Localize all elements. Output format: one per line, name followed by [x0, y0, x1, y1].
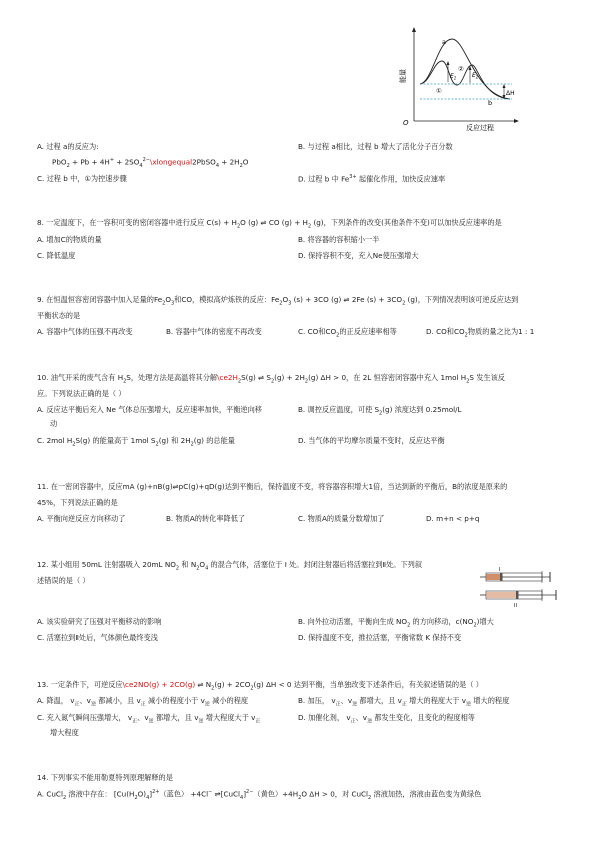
e2-label: $E_2$ [472, 72, 479, 80]
q10-stem-line1: 10. 油气开采的废气含有 $H_2S$，处理方法是高温将其分解$\backslash ce2H_2S(g)$ ⇌ $S_2(g) + 2H_2(g) \Delta H > 0$，在 2L 恒容密闭容器中充入 1mol $H_2S$ 发生该反 [37, 373, 505, 385]
gas-fill-1 [486, 574, 500, 580]
q13-option-c-line1: C. 充入氮气瞬间压强增大， $v_正$、$v_逆$ 都增大，且 $v_逆$ 增大程度大于 $v_正$ [37, 713, 261, 725]
origin-label: O [403, 119, 409, 127]
marker-1: ① [436, 87, 442, 95]
q12-option-a: A. 该实验研究了压强对平衡移动的影响 [37, 617, 162, 626]
q14-option-a: A. CuCl$_2$ 溶液中存在： $[Cu(H_2O)_4]^{2+}$（蓝色） +4Cl− ⇌[CuCl$_4$]$^{2-}$（黄色）$+4H_2O$ ΔH > 0，对 CuCl$_2$ 溶液加热，溶液由蓝色变为黄绿色 [37, 789, 482, 801]
q7-option-a-prefix: A. 过程 a的反应为: [37, 142, 99, 151]
q11-option-d: D. m+n < p+q [426, 514, 480, 523]
x-axis-arrow [514, 119, 519, 123]
q10-option-a-line1: A. 反应达平衡后充入 Ne 气体总压强增大，反应速率加快，平衡逆向移 [37, 405, 262, 414]
q9-option-d: D. CO和$CO_2$物质的量之比为1 : 1 [426, 327, 535, 339]
curve-b [420, 61, 510, 99]
q12-option-b: B. 向外拉动活塞，平衡向生成 $NO_2$ 的方向移动，$c(NO_2)$增大 [298, 617, 494, 629]
q12-stem-line2: 述错误的是（ ） [37, 576, 90, 585]
energy-profile-figure [400, 25, 520, 133]
q13-option-c-line2: 增大程度 [50, 728, 79, 737]
energy-profile-svg [400, 25, 520, 133]
q12-option-c: C. 活塞拉到Ⅱ处后，气体颜色最终变浅 [37, 633, 158, 642]
q10-option-d: D. 当气体的平均摩尔质量不变时，反应达平衡 [298, 436, 445, 445]
q14-stem: 14. 下列事实不能用勒夏特列原理解释的是 [37, 773, 173, 782]
q10-option-a-line2: 动 [50, 419, 58, 428]
curve-a-label: a [442, 38, 446, 46]
e1-arrow-head [447, 61, 450, 65]
q8-option-c: C. 降低温度 [37, 251, 76, 260]
curve-b-label: b [488, 99, 493, 107]
q9-option-a: A. 容器中气体的压强不再改变 [37, 327, 133, 336]
q13-option-a: A. 降温， $v_正$、$v_逆$ 都减小，且 $v_正$ 减小的程度小于 $v_逆$ 减小的程度 [37, 696, 249, 708]
q8-stem: 8. 一定温度下，在一容积可变的密闭容器中进行反应 $C(s) + H_2O$ (g) ⇌ CO $(g) + H_2$ (g)，下列条件的改变(其他条件不变)可以加快反应速率的是 [37, 218, 502, 230]
q11-option-c: C. 物质A的质量分数增加了 [298, 514, 385, 523]
syringe-label-2: II [514, 603, 517, 609]
q7-option-a-equation: $PbO_2 + Pb + 4H^+ + 2SO_4^{2-}\backslash xlongequal2PbSO_4 + 2H_2O$ [52, 157, 249, 169]
q9-stem-line1: 9. 在恒温恒容密闭容器中加入足量的$Fe_2O_3$和CO，模拟高炉炼铁的反应：$Fe_2O_3$ (s) + 3CO (g) ⇌ 2Fe $(s) + 3CO_2$ (g)，下列情况表明该可逆反应达到 [37, 295, 519, 307]
q8-option-a: A. 增加C的物质的量 [37, 235, 102, 244]
q12-option-d: D. 保持温度不变，推拉活塞，平衡常数 K 保持不变 [298, 633, 462, 642]
y-axis-arrow [412, 27, 416, 32]
q13-stem: 13. 一定条件下，可逆反应\ce2NO(g) + 2CO(g) ⇌ $N_2(g) + 2CO_2(g) \Delta H < 0$ 达到平衡，当单独改变下述条件后，有关叙述错误的是（ ） [37, 680, 483, 692]
q9-stem-line2: 平衡状态的是 [37, 311, 81, 320]
q11-stem-line2: 45%，下列说法正确的是 [37, 498, 118, 507]
gas-fill-2 [486, 592, 516, 598]
q7-option-b: B. 与过程 a相比，过程 b 增大了活化分子百分数 [298, 142, 453, 151]
marker-2: ② [458, 65, 464, 73]
syringe-svg [478, 566, 560, 610]
q10-option-b: B. 调控反应温度，可使 $S_2(g)$ 浓度达到 0.25mol/L [298, 405, 462, 417]
q8-option-b: B. 将容器的容积缩小一半 [298, 235, 380, 244]
y-axis-label: 能量 [399, 69, 407, 83]
q9-option-b: B. 容器中气体的密度不再改变 [166, 327, 262, 336]
q12-stem-line1: 12. 某小组用 50mL 注射器吸入 20mL $NO_2$ 和 $N_2O_4$ 的混合气体，活塞位于 Ⅰ 处。封闭注射器后将活塞拉到Ⅱ处。下列叙 [37, 560, 423, 572]
q11-option-a: A. 平衡向逆反应方向移动了 [37, 514, 126, 523]
q11-stem-line1: 11. 在一密闭容器中，反应mA (g)+nB(g)⇌pC(g)+qD(g)达到平衡后，保持温度不变，将容器容积增大1倍，当达到新的平衡后，B的浓度是原来的 [37, 482, 508, 491]
q9-option-c: C. CO和$CO_2$的正反应速率相等 [298, 327, 397, 339]
q10-option-c: C. 2mol $H_2S(g)$ 的能量高于 1mol $S_2(g)$ 和 $2H_2(g)$ 的总能量 [37, 436, 235, 448]
q7-option-d: D. 过程 b 中 $Fe^{3+}$ 起催化作用，加快反应速率 [298, 174, 446, 184]
q13-option-d: D. 加催化剂， $v_正$、$v_逆$ 都发生变化，且变化的程度相等 [298, 713, 475, 725]
q10-stem-line2: 应。下列说法正确的是（ ） [37, 389, 126, 398]
q8-option-d: D. 保持容积不变，充入Ne使压强增大 [298, 251, 419, 260]
e1-label: $E_1$ [450, 73, 457, 81]
q11-option-b: B. 物质A的转化率降低了 [166, 514, 246, 523]
x-axis-label: 反应过程 [466, 124, 494, 132]
q7-option-c: C. 过程 b 中，①为控速步骤 [37, 174, 127, 183]
q13-option-b: B. 加压， $v_正$、$v_逆$ 都增大，且 $v_正$ 增大的程度大于 $v_逆$ 增大的程度 [298, 696, 510, 708]
dh-arrow-tail [503, 84, 506, 88]
syringe-figure [478, 566, 560, 610]
dh-label: ΔH [506, 90, 515, 97]
syringe-label-1: I [499, 567, 501, 573]
